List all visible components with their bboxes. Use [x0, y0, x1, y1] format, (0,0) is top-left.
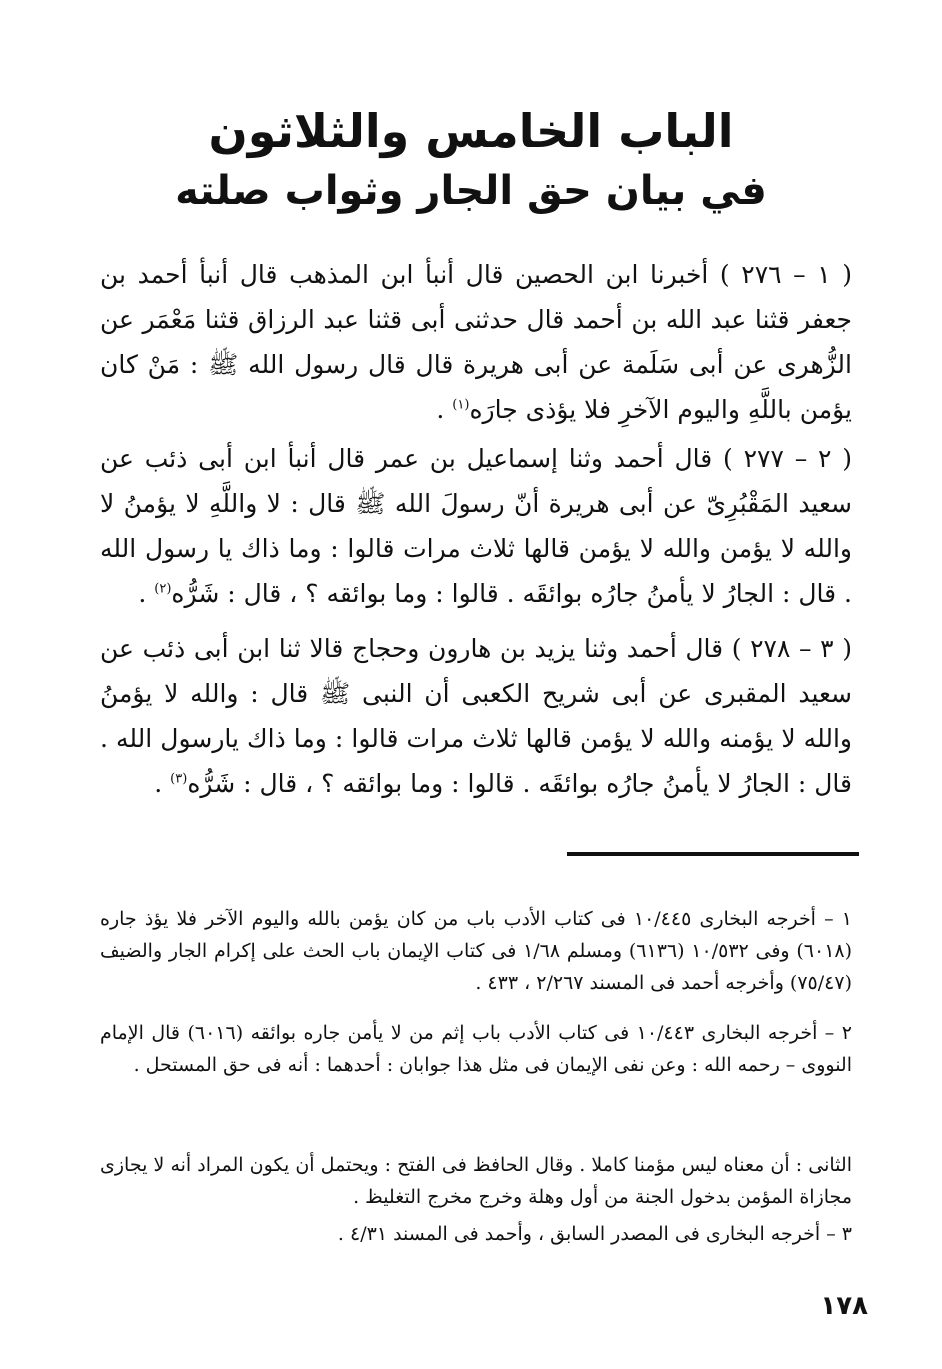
- chapter-subtitle: في بيان حق الجار وثواب صلته: [175, 168, 767, 214]
- chapter-title: الباب الخامس والثلاثون: [208, 104, 734, 158]
- footnote-2: ٢ – أخرجه البخارى ١٠/٤٤٣ فى كتاب الأدب باب إثم من لا يأمن جاره بوائقه (٦٠١٦) قال الإمام النووى – رحمه الله : وعن نفى الإيمان فى مثل هذا جوابان : أحدهما : أنه فى حق المستحل .: [100, 1022, 853, 1076]
- hadith-end: .: [138, 579, 155, 608]
- page-number: ١٧٨: [820, 1291, 868, 1321]
- hadith-paragraph: [100, 626, 852, 806]
- hadith-text: ( ٣ – ٢٧٨ ) قال أحمد وثنا يزيد بن هارون وحجاج قالا ثنا ابن أبى ذئب عن سعيد المقبرى عن أبى شريح الكعبى أن النبى ﷺ قال : والله لا يؤمنُ والله لا يؤمنه والله لا يؤمن قالها ثلاث مرات قالوا : وما ذاك يارسول الله . قال : الجارُ لا يأمنُ جارُه بوائقَه . قالوا : وما بوائقه ؟ ، قال : شَرُّه: [100, 634, 852, 798]
- hadith-paragraph: [100, 436, 852, 616]
- footnote-2-continued: الثانى : أن معناه ليس مؤمنا كاملا . وقال الحافظ فى الفتح : ويحتمل أن يكون المراد أنه لا يجازى مجازاة المؤمن بدخول الجنة من أول وهلة وخرج مخرج التغليظ .: [100, 1154, 852, 1208]
- hadith-text: ( ١ – ٢٧٦ ) أخبرنا ابن الحصين قال أنبأ ابن المذهب قال أنبأ أحمد بن جعفر قثنا عبد الله بن أحمد قال حدثنى أبى قثنا عبد الرزاق قثنا مَعْمَر عن الزُّهرى عن أبى سَلَمة عن أبى هريرة قال قال رسول الله ﷺ : مَنْ كان يؤمن باللَّهِ واليوم الآخرِ فلا يؤذى جارَه: [100, 260, 852, 424]
- hadith-paragraph: [100, 252, 852, 432]
- footnote-ref: (١): [452, 397, 470, 413]
- footnote-separator: [567, 852, 859, 856]
- footnote-1: ١ – أخرجه البخارى ١٠/٤٤٥ فى كتاب الأدب باب من كان يؤمن بالله واليوم الآخر فلا يؤذ جاره (٦٠١٨) وفى ١٠/٥٣٢ (٦١٣٦) ومسلم ١/٦٨ فى كتاب الإيمان باب الحث على إكرام الجار والضيف (٧٥/٤٧) وأخرجه أحمد فى المسند ٢/٢٦٧ ، ٤٣٣ .: [100, 908, 853, 994]
- hadith-text: ( ٢ – ٢٧٧ ) قال أحمد وثنا إسماعيل بن عمر قال أنبأ ابن أبى ذئب عن سعيد المَقْبُرِىّ عن أبى هريرة أنّ رسولَ الله ﷺ قال : لا واللَّهِ لا يؤمنُ لا والله لا يؤمن والله لا يؤمن قالها ثلاث مرات قالوا : وما ذاك يا رسول الله . قال : الجارُ لا يأمنُ جارُه بوائقَه . قالوا : وما بوائقه ؟ ، قال : شَرُّه: [100, 444, 853, 608]
- hadith-end: .: [154, 769, 171, 798]
- footnote-3: ٣ – أخرجه البخارى فى المصدر السابق ، وأحمد فى المسند ٤/٣١ .: [337, 1223, 852, 1245]
- footnote-ref: (٣): [170, 771, 188, 787]
- hadith-end: .: [436, 395, 453, 424]
- footnote-ref: (٢): [154, 581, 172, 597]
